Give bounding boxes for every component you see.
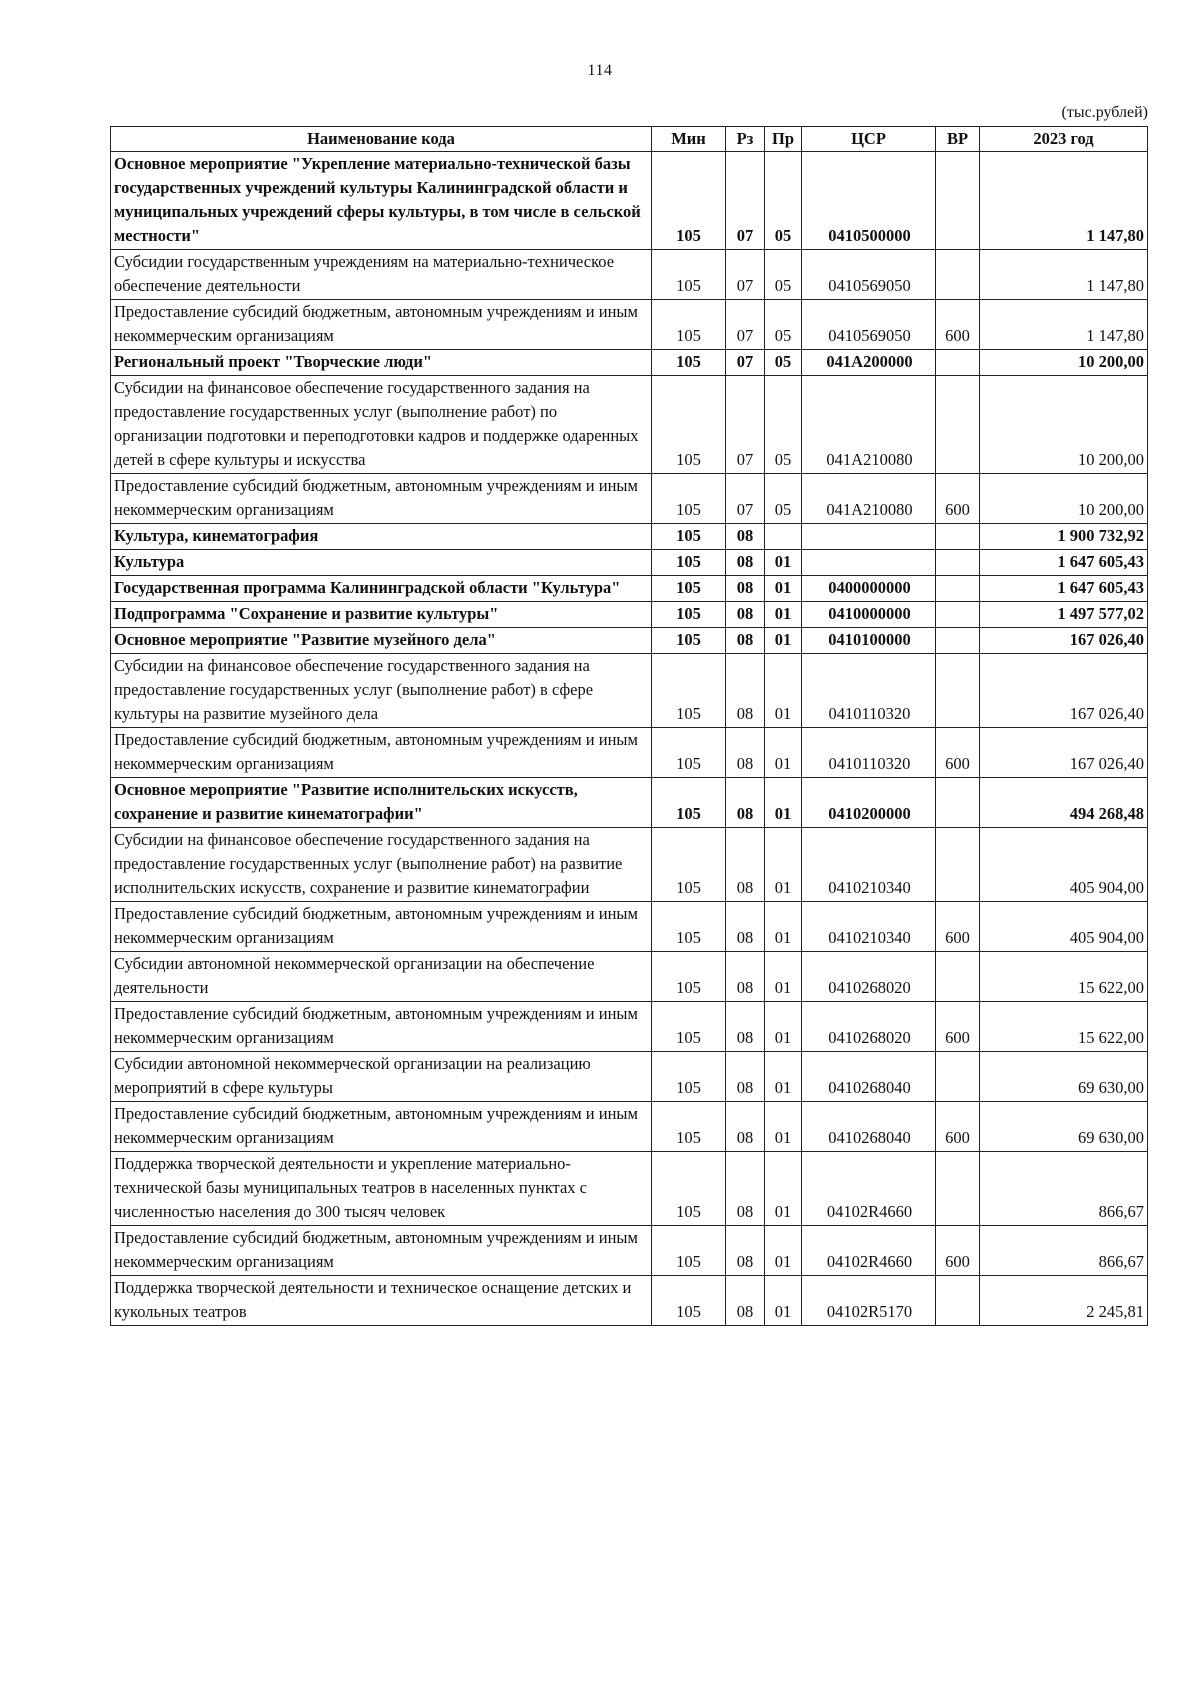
table-row (111, 524, 1148, 550)
cell-min: 105 (652, 602, 726, 628)
table-body (111, 152, 1148, 1326)
cell-name: Субсидии автономной некоммерческой организации на реализацию мероприятий в сфере культуры (111, 1052, 652, 1102)
cell-csr: 0410268040 (802, 1102, 936, 1152)
cell-csr: 0410200000 (802, 778, 936, 828)
column-header-min: Мин (652, 127, 726, 152)
cell-name: Подпрограмма "Сохранение и развитие культуры" (111, 602, 652, 628)
cell-csr: 041А210080 (802, 474, 936, 524)
cell-vr (936, 524, 980, 550)
cell-name: Субсидии государственным учреждениям на материально-техническое обеспечение деятельности (111, 250, 652, 300)
cell-pr: 05 (765, 300, 802, 350)
cell-year: 1 147,80 (980, 152, 1148, 250)
cell-min: 105 (652, 1152, 726, 1226)
cell-pr: 01 (765, 902, 802, 952)
cell-name: Субсидии на финансовое обеспечение государственного задания на предоставление государственных услуг (выполнение работ) на развитие исполнительских искусств, сохранение и развитие кинематографии (111, 828, 652, 902)
cell-vr: 600 (936, 1102, 980, 1152)
cell-vr: 600 (936, 1226, 980, 1276)
cell-csr: 041А210080 (802, 376, 936, 474)
cell-vr (936, 350, 980, 376)
cell-year: 10 200,00 (980, 474, 1148, 524)
cell-pr: 05 (765, 376, 802, 474)
cell-year: 167 026,40 (980, 628, 1148, 654)
cell-vr: 600 (936, 728, 980, 778)
cell-pr: 01 (765, 1226, 802, 1276)
table-row (111, 1002, 1148, 1052)
cell-pr: 05 (765, 350, 802, 376)
cell-year: 1 647 605,43 (980, 550, 1148, 576)
cell-name: Основное мероприятие "Развитие исполнительских искусств, сохранение и развитие кинематографии" (111, 778, 652, 828)
page-number: 114 (587, 62, 613, 79)
cell-name: Предоставление субсидий бюджетным, автономным учреждениям и иным некоммерческим организациям (111, 728, 652, 778)
cell-name: Предоставление субсидий бюджетным, автономным учреждениям и иным некоммерческим организациям (111, 474, 652, 524)
cell-year: 15 622,00 (980, 952, 1148, 1002)
table-row (111, 474, 1148, 524)
cell-min: 105 (652, 250, 726, 300)
cell-rz: 08 (726, 1052, 765, 1102)
table-row (111, 152, 1148, 250)
cell-vr: 600 (936, 300, 980, 350)
table-row (111, 952, 1148, 1002)
cell-rz: 08 (726, 1002, 765, 1052)
cell-year: 1 147,80 (980, 250, 1148, 300)
cell-vr (936, 628, 980, 654)
cell-csr: 0410210340 (802, 902, 936, 952)
cell-rz: 07 (726, 376, 765, 474)
cell-year: 866,67 (980, 1152, 1148, 1226)
cell-name: Субсидии на финансовое обеспечение государственного задания на предоставление государственных услуг (выполнение работ) в сфере культуры на развитие музейного дела (111, 654, 652, 728)
cell-name: Государственная программа Калининградской области "Культура" (111, 576, 652, 602)
cell-pr: 01 (765, 828, 802, 902)
cell-pr: 01 (765, 1276, 802, 1326)
cell-vr (936, 1276, 980, 1326)
column-header-vr: ВР (936, 127, 980, 152)
cell-csr: 04102R4660 (802, 1226, 936, 1276)
cell-pr: 05 (765, 474, 802, 524)
cell-csr: 0410500000 (802, 152, 936, 250)
cell-rz: 08 (726, 902, 765, 952)
cell-min: 105 (652, 576, 726, 602)
cell-pr: 01 (765, 1052, 802, 1102)
cell-pr: 01 (765, 952, 802, 1002)
cell-min: 105 (652, 300, 726, 350)
cell-rz: 08 (726, 576, 765, 602)
table-row (111, 628, 1148, 654)
cell-name: Предоставление субсидий бюджетным, автономным учреждениям и иным некоммерческим организациям (111, 1226, 652, 1276)
cell-csr: 0410569050 (802, 250, 936, 300)
cell-year: 1 647 605,43 (980, 576, 1148, 602)
table-row (111, 376, 1148, 474)
table-row (111, 550, 1148, 576)
cell-pr: 01 (765, 602, 802, 628)
cell-name: Основное мероприятие "Развитие музейного дела" (111, 628, 652, 654)
cell-csr: 0410110320 (802, 654, 936, 728)
cell-year: 405 904,00 (980, 902, 1148, 952)
cell-rz: 08 (726, 1226, 765, 1276)
cell-pr: 01 (765, 654, 802, 728)
cell-vr: 600 (936, 1002, 980, 1052)
table-row (111, 1052, 1148, 1102)
cell-csr: 04102R5170 (802, 1276, 936, 1326)
cell-min: 105 (652, 350, 726, 376)
cell-name: Основное мероприятие "Укрепление материально-технической базы государственных учреждений культуры Калининградской области и муниципальных учреждений сферы культуры, в том числе в сельской местности" (111, 152, 652, 250)
cell-pr: 01 (765, 550, 802, 576)
cell-vr (936, 602, 980, 628)
table-row (111, 1226, 1148, 1276)
cell-min: 105 (652, 1052, 726, 1102)
cell-name: Субсидии на финансовое обеспечение государственного задания на предоставление государственных услуг (выполнение работ) по организации подготовки и переподготовки кадров и поддержке одаренных детей в сфере культуры и искусства (111, 376, 652, 474)
cell-vr: 600 (936, 474, 980, 524)
cell-rz: 07 (726, 350, 765, 376)
cell-min: 105 (652, 474, 726, 524)
cell-rz: 07 (726, 300, 765, 350)
cell-vr (936, 654, 980, 728)
cell-min: 105 (652, 828, 726, 902)
cell-rz: 08 (726, 828, 765, 902)
cell-min: 105 (652, 524, 726, 550)
table-row (111, 602, 1148, 628)
cell-year: 2 245,81 (980, 1276, 1148, 1326)
cell-vr: 600 (936, 902, 980, 952)
cell-vr (936, 1152, 980, 1226)
cell-min: 105 (652, 550, 726, 576)
table-row (111, 778, 1148, 828)
cell-pr: 01 (765, 1102, 802, 1152)
cell-rz: 08 (726, 654, 765, 728)
cell-min: 105 (652, 1276, 726, 1326)
table-row (111, 828, 1148, 902)
cell-rz: 08 (726, 1152, 765, 1226)
cell-rz: 08 (726, 550, 765, 576)
cell-name: Региональный проект "Творческие люди" (111, 350, 652, 376)
table-row (111, 654, 1148, 728)
cell-csr: 041А200000 (802, 350, 936, 376)
cell-vr (936, 576, 980, 602)
cell-name: Поддержка творческой деятельности и техническое оснащение детских и кукольных театров (111, 1276, 652, 1326)
cell-name: Субсидии автономной некоммерческой организации на обеспечение деятельности (111, 952, 652, 1002)
table-row (111, 300, 1148, 350)
cell-vr (936, 152, 980, 250)
cell-csr: 0410210340 (802, 828, 936, 902)
cell-year: 69 630,00 (980, 1102, 1148, 1152)
table-row (111, 350, 1148, 376)
cell-year: 405 904,00 (980, 828, 1148, 902)
cell-vr (936, 376, 980, 474)
cell-vr (936, 550, 980, 576)
cell-pr: 05 (765, 250, 802, 300)
cell-pr (765, 524, 802, 550)
cell-pr: 01 (765, 576, 802, 602)
table-row (111, 576, 1148, 602)
cell-year: 167 026,40 (980, 654, 1148, 728)
cell-name: Культура (111, 550, 652, 576)
cell-rz: 08 (726, 952, 765, 1002)
cell-rz: 08 (726, 602, 765, 628)
cell-rz: 08 (726, 728, 765, 778)
cell-min: 105 (652, 728, 726, 778)
cell-min: 105 (652, 654, 726, 728)
cell-year: 10 200,00 (980, 376, 1148, 474)
cell-pr: 01 (765, 1002, 802, 1052)
cell-vr (936, 1052, 980, 1102)
table-row (111, 1276, 1148, 1326)
cell-year: 10 200,00 (980, 350, 1148, 376)
cell-rz: 07 (726, 152, 765, 250)
cell-name: Предоставление субсидий бюджетным, автономным учреждениям и иным некоммерческим организациям (111, 1102, 652, 1152)
column-header-rz: Рз (726, 127, 765, 152)
cell-name: Поддержка творческой деятельности и укрепление материально-технической базы муниципальных театров в населенных пунктах с численностью населения до 300 тысяч человек (111, 1152, 652, 1226)
cell-min: 105 (652, 152, 726, 250)
cell-min: 105 (652, 628, 726, 654)
table-row (111, 902, 1148, 952)
cell-rz: 08 (726, 778, 765, 828)
cell-pr: 01 (765, 1152, 802, 1226)
cell-csr: 04102R4660 (802, 1152, 936, 1226)
cell-csr (802, 550, 936, 576)
cell-year: 1 497 577,02 (980, 602, 1148, 628)
units-label: (тыс.рублей) (1061, 104, 1148, 121)
cell-vr (936, 828, 980, 902)
cell-year: 494 268,48 (980, 778, 1148, 828)
column-header-csr: ЦСР (802, 127, 936, 152)
cell-csr (802, 524, 936, 550)
cell-pr: 01 (765, 728, 802, 778)
cell-name: Культура, кинематография (111, 524, 652, 550)
cell-min: 105 (652, 1102, 726, 1152)
cell-year: 167 026,40 (980, 728, 1148, 778)
cell-rz: 08 (726, 628, 765, 654)
table-row (111, 728, 1148, 778)
cell-csr: 0410110320 (802, 728, 936, 778)
cell-csr: 0410100000 (802, 628, 936, 654)
cell-min: 105 (652, 376, 726, 474)
cell-min: 105 (652, 1002, 726, 1052)
cell-name: Предоставление субсидий бюджетным, автономным учреждениям и иным некоммерческим организациям (111, 1002, 652, 1052)
cell-year: 1 147,80 (980, 300, 1148, 350)
cell-year: 15 622,00 (980, 1002, 1148, 1052)
cell-csr: 0410268020 (802, 1002, 936, 1052)
cell-csr: 0410268020 (802, 952, 936, 1002)
table-row (111, 250, 1148, 300)
column-header-year: 2023 год (980, 127, 1148, 152)
cell-rz: 07 (726, 250, 765, 300)
cell-rz: 07 (726, 474, 765, 524)
cell-vr (936, 952, 980, 1002)
cell-name: Предоставление субсидий бюджетным, автономным учреждениям и иным некоммерческим организациям (111, 902, 652, 952)
table-row (111, 1152, 1148, 1226)
table-header-row (111, 127, 1148, 152)
budget-table (110, 126, 1148, 1326)
column-header-name: Наименование кода (111, 127, 652, 152)
cell-rz: 08 (726, 1276, 765, 1326)
cell-rz: 08 (726, 1102, 765, 1152)
cell-vr (936, 778, 980, 828)
cell-year: 866,67 (980, 1226, 1148, 1276)
cell-csr: 0400000000 (802, 576, 936, 602)
cell-year: 69 630,00 (980, 1052, 1148, 1102)
cell-min: 105 (652, 902, 726, 952)
cell-csr: 0410569050 (802, 300, 936, 350)
cell-csr: 0410268040 (802, 1052, 936, 1102)
table-row (111, 1102, 1148, 1152)
cell-csr: 0410000000 (802, 602, 936, 628)
column-header-pr: Пр (765, 127, 802, 152)
cell-pr: 01 (765, 778, 802, 828)
cell-vr (936, 250, 980, 300)
cell-min: 105 (652, 778, 726, 828)
cell-min: 105 (652, 1226, 726, 1276)
cell-name: Предоставление субсидий бюджетным, автономным учреждениям и иным некоммерческим организациям (111, 300, 652, 350)
cell-pr: 05 (765, 152, 802, 250)
cell-year: 1 900 732,92 (980, 524, 1148, 550)
cell-min: 105 (652, 952, 726, 1002)
cell-rz: 08 (726, 524, 765, 550)
cell-pr: 01 (765, 628, 802, 654)
